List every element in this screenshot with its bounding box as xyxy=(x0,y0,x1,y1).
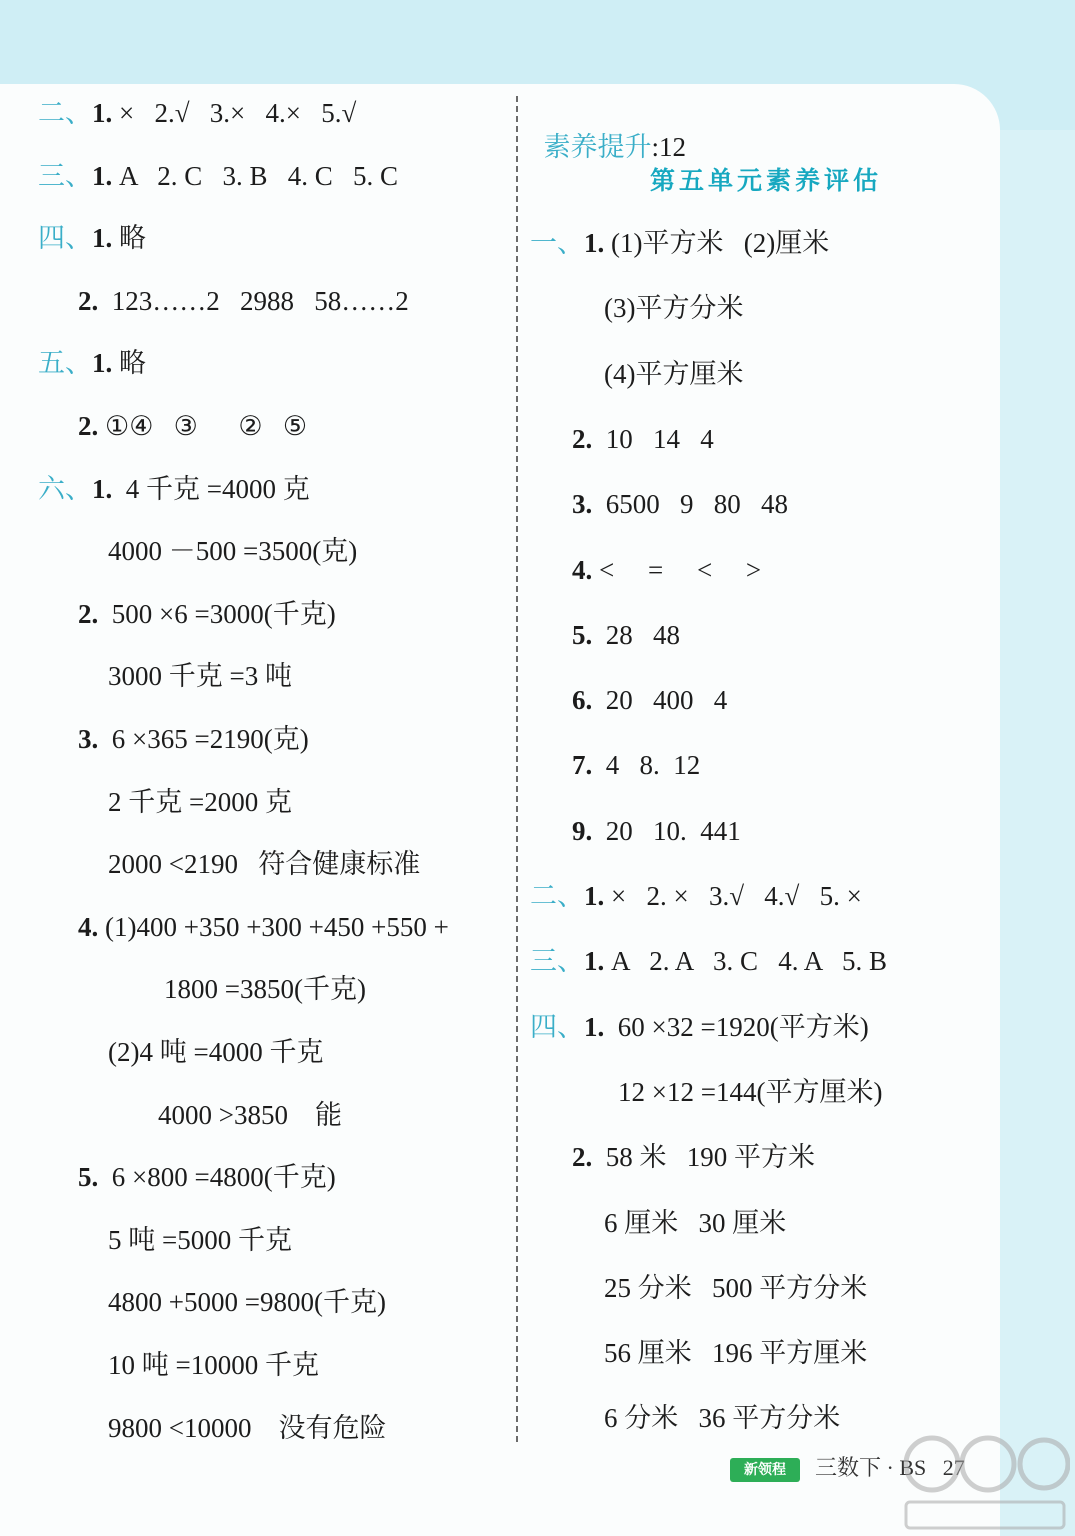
answer-text: 56 厘米 196 平方厘米 xyxy=(604,1338,868,1369)
answer-text: 4800 +5000 =9800(千克) xyxy=(108,1287,386,1318)
question-number: 4. xyxy=(572,554,593,585)
question-section-label: 五、 xyxy=(38,348,92,379)
literacy-line xyxy=(530,96,686,164)
answer-text: A 2. A 3. C 4. A 5. B xyxy=(604,946,888,977)
answer-line xyxy=(604,1401,840,1435)
answer-text: 4000 －500 =3500(克) xyxy=(108,536,358,567)
answer-line xyxy=(530,879,862,913)
answer-line xyxy=(604,291,743,325)
answer-text: 12 ×12 =144(平方厘米) xyxy=(618,1076,883,1107)
question-section-label: 二、 xyxy=(530,881,584,911)
answer-text: 10 吨 =10000 千克 xyxy=(108,1350,319,1380)
answer-text: 略 xyxy=(112,348,146,379)
answer-line xyxy=(572,814,741,848)
answer-text: 4 8. 12 xyxy=(592,750,701,781)
answer-text: 20 10. 441 xyxy=(592,815,741,846)
answer-text: 6 厘米 30 厘米 xyxy=(604,1207,787,1238)
answer-line xyxy=(38,159,398,193)
answer-line xyxy=(572,422,714,456)
answer-line xyxy=(108,785,292,819)
answer-line xyxy=(108,1285,386,1319)
answer-line xyxy=(108,1348,319,1382)
answer-text: 3000 千克 =3 吨 xyxy=(108,661,292,692)
answer-line xyxy=(108,847,420,881)
answer-text: 6 分米 36 平方分米 xyxy=(604,1403,841,1434)
answer-text: (4)平方厘米 xyxy=(604,358,744,389)
answer-text: (1)平方米 (2)厘米 xyxy=(604,228,830,258)
question-number: 5. xyxy=(78,1162,99,1193)
answer-line xyxy=(618,1075,882,1109)
answer-line xyxy=(78,910,449,944)
answer-line xyxy=(604,1206,786,1240)
answer-line xyxy=(604,1336,867,1370)
answer-line xyxy=(38,472,310,506)
answer-text: < = < > xyxy=(592,554,762,585)
page-edge-strip xyxy=(1000,130,1075,1536)
answer-line xyxy=(572,553,761,587)
question-number: 1. xyxy=(584,228,605,258)
question-section-label: 二、 xyxy=(38,98,92,128)
answer-text: × 2.√ 3.× 4.× 5.√ xyxy=(112,98,357,128)
answer-line xyxy=(530,226,829,260)
answer-line xyxy=(108,1223,292,1257)
question-number: 2. xyxy=(78,598,99,629)
answer-text: (1)400 +350 +300 +450 +550 + xyxy=(98,911,449,942)
answer-text: 1800 =3850(千克) xyxy=(164,974,366,1005)
question-number: 6. xyxy=(572,685,593,716)
answer-line xyxy=(530,944,887,978)
question-section-label: 四、 xyxy=(530,1011,584,1042)
answer-line xyxy=(108,1035,323,1069)
answer-text: (3)平方分米 xyxy=(604,293,744,324)
answer-line xyxy=(78,409,307,443)
question-number: 1. xyxy=(584,946,605,977)
answer-text: A 2. C 3. B 4. C 5. C xyxy=(112,160,399,191)
answer-text: 5 吨 =5000 千克 xyxy=(108,1224,292,1255)
answer-text: 58 米 190 平方米 xyxy=(592,1142,815,1173)
answer-text: 6 ×365 =2190(克) xyxy=(98,724,309,754)
section-title: 第五单元素养评估 xyxy=(650,166,883,195)
answer-line xyxy=(108,1411,386,1445)
answer-text: 60 ×32 =1920(平方米) xyxy=(604,1011,869,1042)
question-number: 1. xyxy=(92,160,113,191)
answer-line xyxy=(38,346,146,380)
question-number: 1. xyxy=(584,881,605,911)
question-number: 2. xyxy=(572,423,593,454)
question-section-label: 四、 xyxy=(38,223,92,254)
question-section-label: 六、 xyxy=(38,473,92,504)
question-number: 1. xyxy=(584,1011,605,1042)
brand-badge: 新领程 xyxy=(730,1458,800,1482)
literacy-value: :12 xyxy=(651,132,687,162)
answer-line xyxy=(572,618,680,652)
answer-line xyxy=(572,748,700,782)
column-divider xyxy=(516,96,518,1442)
answer-line xyxy=(572,487,788,521)
answer-text: 10 14 4 xyxy=(592,423,714,454)
answer-line xyxy=(78,284,409,318)
question-number: 9. xyxy=(572,815,593,846)
answer-line xyxy=(108,534,357,568)
answer-line xyxy=(604,357,743,391)
answer-text: 4 千克 =4000 克 xyxy=(112,473,310,504)
answer-line xyxy=(78,1160,336,1194)
answer-line xyxy=(78,597,336,631)
answer-text: 6500 9 80 48 xyxy=(592,489,788,520)
question-number: 1. xyxy=(92,348,113,379)
answer-text: 25 分米 500 平方分米 xyxy=(604,1272,868,1303)
answer-text: 123……2 2988 58……2 xyxy=(98,285,409,316)
answer-text: 28 48 xyxy=(592,619,680,650)
question-number: 1. xyxy=(92,473,113,504)
question-number: 4. xyxy=(78,911,99,942)
watermark-logo-icon xyxy=(900,1432,1070,1536)
answer-text: 6 ×800 =4800(千克) xyxy=(98,1162,336,1193)
question-number: 2. xyxy=(572,1142,593,1173)
answer-line xyxy=(108,659,292,693)
question-section-label: 三、 xyxy=(530,946,584,977)
question-number: 2. xyxy=(78,285,99,316)
answer-line xyxy=(164,972,366,1006)
literacy-label: 素养提升 xyxy=(543,132,652,162)
answer-line xyxy=(530,1010,869,1044)
answer-line xyxy=(38,221,146,255)
answer-line xyxy=(572,1140,815,1174)
question-number: 3. xyxy=(78,724,99,754)
answer-text: 4000 >3850 能 xyxy=(158,1099,342,1130)
question-section-label: 一、 xyxy=(530,228,584,258)
answer-text: 9800 <10000 没有危险 xyxy=(108,1412,387,1443)
answer-text: 20 400 4 xyxy=(592,685,728,716)
answer-line xyxy=(572,683,727,717)
answer-line xyxy=(604,1271,867,1305)
question-number: 5. xyxy=(572,619,593,650)
question-number: 3. xyxy=(572,489,593,520)
answer-text: 2 千克 =2000 克 xyxy=(108,786,292,817)
answer-text: 略 xyxy=(112,223,146,254)
answer-line xyxy=(78,722,309,756)
question-number: 2. xyxy=(78,411,99,441)
question-number: 7. xyxy=(572,750,593,781)
answer-text: × 2. × 3.√ 4.√ 5. × xyxy=(604,881,862,911)
answer-text: 500 ×6 =3000(千克) xyxy=(98,598,336,629)
question-section-label: 三、 xyxy=(38,160,92,191)
answer-line xyxy=(158,1098,342,1132)
answer-text: ①④ ③ ② ⑤ xyxy=(98,411,308,441)
question-number: 1. xyxy=(92,223,113,254)
answer-text: (2)4 吨 =4000 千克 xyxy=(108,1037,324,1067)
answer-text: 2000 <2190 符合健康标准 xyxy=(108,849,421,880)
answer-line xyxy=(38,96,356,130)
question-number: 1. xyxy=(92,98,113,128)
footer-page-info: 三数下 · BS 27 xyxy=(815,1455,965,1480)
